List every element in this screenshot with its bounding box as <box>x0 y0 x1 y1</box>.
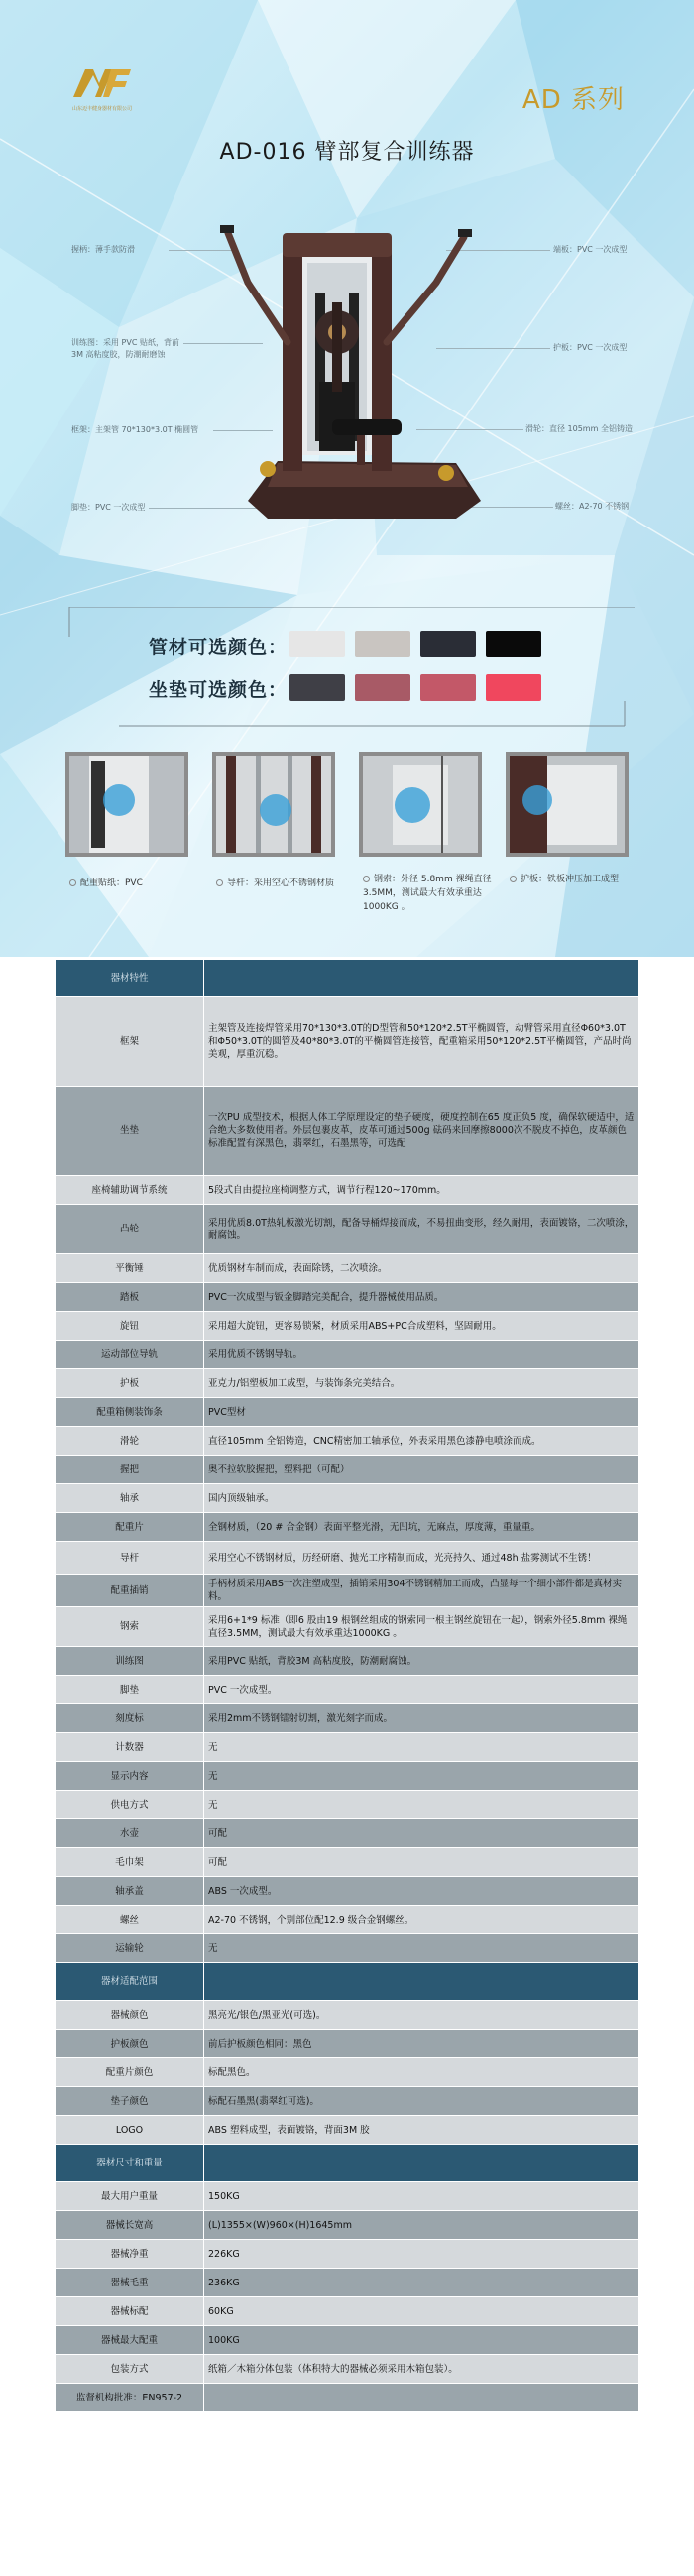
table-row <box>56 1513 639 1542</box>
table-row <box>56 1848 639 1877</box>
table-row <box>56 2326 639 2355</box>
section-title: 器材尺寸和重量 <box>56 2145 204 2182</box>
table-row <box>56 2116 639 2145</box>
thumb-caption-1: 配重贴纸：PVC <box>69 877 198 890</box>
table-row <box>56 1542 639 1575</box>
callout-foot-pad: 脚垫：PVC 一次成型 <box>71 503 146 512</box>
table-row <box>56 2030 639 2058</box>
spec-value: 采用PVC 贴纸，背胶3M 高粘度胶，防潮耐腐蚀。 <box>204 1647 639 1676</box>
pad-swatch-4[interactable] <box>486 674 541 701</box>
spec-value: 无 <box>204 1733 639 1762</box>
thumb-guard-plate <box>506 752 629 857</box>
spec-value: 采用优质8.0T热轧板激光切割，配备导桶焊接而成，不易扭曲变形，经久耐用，表面镀铬，二次喷涂，耐腐蚀。 <box>204 1205 639 1254</box>
spec-value: 采用6+1*9 标准（即6 股由19 根钢丝组成的钢索同一根主钢丝旋钮在一起），钢索外径5.8mm 裸绳直径3.5MM，测试最大有效承重达1000KG 。 <box>204 1607 639 1647</box>
spec-value: 前后护板颜色相同：黑色 <box>204 2030 639 2058</box>
spec-key: 坐垫 <box>56 1087 204 1176</box>
spec-value: 采用2mm不锈钢镭射切割，激光刻字而成。 <box>204 1704 639 1733</box>
spec-value: 国内顶级轴承。 <box>204 1484 639 1513</box>
spec-key: 器械毛重 <box>56 2269 204 2297</box>
table-row <box>56 2297 639 2326</box>
table-row <box>56 2384 639 2412</box>
table-row <box>56 1312 639 1341</box>
table-row <box>56 1427 639 1456</box>
pad-swatch-1[interactable] <box>289 674 345 701</box>
spec-key: 框架 <box>56 997 204 1087</box>
table-row <box>56 2355 639 2384</box>
tube-swatch-3[interactable] <box>420 631 476 657</box>
model-title: AD-016 臂部复合训练器 <box>219 140 475 165</box>
section-title: 器材特性 <box>56 960 204 997</box>
spec-value: 纸箱／木箱分体包装（体积特大的器械必须采用木箱包装）。 <box>204 2355 639 2384</box>
callout-guard: 护板：PVC 一次成型 <box>553 343 628 352</box>
spec-value: 优质钢材车制而成，表面除锈，二次喷涂。 <box>204 1254 639 1283</box>
spec-key: 踏板 <box>56 1283 204 1312</box>
table-row <box>56 1647 639 1676</box>
spec-key: 器械颜色 <box>56 2001 204 2030</box>
section-header <box>56 1963 639 2001</box>
spec-value: 奥不拉软胶握把，塑料把（可配） <box>204 1456 639 1484</box>
spec-key: 凸轮 <box>56 1205 204 1254</box>
callout-handle: 握柄：薄手款防滑 <box>71 245 135 254</box>
spec-value: 60KG <box>204 2297 639 2326</box>
spec-key: 轴承 <box>56 1484 204 1513</box>
table-row <box>56 1456 639 1484</box>
spec-value: PVC 一次成型。 <box>204 1676 639 1704</box>
spec-key: 水壶 <box>56 1819 204 1848</box>
spec-key: 护板 <box>56 1369 204 1398</box>
table-row <box>56 1762 639 1791</box>
spec-key: 平衡锤 <box>56 1254 204 1283</box>
thumb-caption-3: 钢索：外径 5.8mm 裸绳直径 3.5MM，测试最大有效承重达 1000KG 。 <box>363 875 492 912</box>
spec-key: 器械标配 <box>56 2297 204 2326</box>
callout-top-cover: 端板：PVC 一次成型 <box>553 245 628 254</box>
spec-value: ABS 塑料成型，表面镀铬，背面3M 胶 <box>204 2116 639 2145</box>
spec-key: 轴承盖 <box>56 1877 204 1906</box>
spec-value: (L)1355×(W)960×(H)1645mm <box>204 2211 639 2240</box>
table-row <box>56 1819 639 1848</box>
spec-value: 亚克力/铝塑板加工成型，与装饰条完美结合。 <box>204 1369 639 1398</box>
brand-logo <box>67 65 137 112</box>
table-row <box>56 1791 639 1819</box>
spec-key: 配重片颜色 <box>56 2058 204 2087</box>
callout-pulley: 滑轮：直径 105mm 全铝铸造 <box>525 424 633 433</box>
spec-key: 供电方式 <box>56 1791 204 1819</box>
pad-swatch-3[interactable] <box>420 674 476 701</box>
spec-value: PVC一次成型与钣金脚踏完美配合，提升器械使用品质。 <box>204 1283 639 1312</box>
spec-value: 黑亮光/银色/黑亚光(可选)。 <box>204 2001 639 2030</box>
section-title: 器材适配范围 <box>56 1963 204 2001</box>
table-row <box>56 2269 639 2297</box>
table-row <box>56 1283 639 1312</box>
spec-value: 手柄材质采用ABS一次注塑成型，插销采用304不锈钢精加工而成，凸显每一个细小部件都是真材实料。 <box>204 1575 639 1607</box>
spec-key: 座椅辅助调节系统 <box>56 1176 204 1205</box>
callout-training-pad: 训练图：采用 PVC 贴纸，背前 3M 高粘度胶，防潮耐磨蚀 <box>71 338 179 359</box>
spec-key: 钢索 <box>56 1607 204 1647</box>
pad-color-label: 坐垫可选颜色： <box>149 679 289 701</box>
spec-table <box>55 959 639 2412</box>
spec-value: 主架管及连接焊管采用70*130*3.0T的D型管和50*120*2.5T平椭圆管，动臂管采用直径Φ60*3.0T和Φ50*3.0T的圆管及40*80*3.0T的平椭圆管连接管，配重箱采用50*120*2.5T平椭圆管，产品时尚美观，厚重沉稳。 <box>204 997 639 1087</box>
spec-value: 标配石墨黑(翡翠红可选)。 <box>204 2087 639 2116</box>
section-spacer <box>204 1963 639 2001</box>
spec-value: 标配黑色。 <box>204 2058 639 2087</box>
thumb-caption-4: 护板：铁板冲压加工成型 <box>510 873 629 886</box>
table-row <box>56 2211 639 2240</box>
spec-key: 滑轮 <box>56 1427 204 1456</box>
mf-logo-icon <box>71 65 133 99</box>
pad-swatch-2[interactable] <box>355 674 410 701</box>
thumb-cable <box>359 752 482 857</box>
table-row <box>56 1733 639 1762</box>
spec-value: 226KG <box>204 2240 639 2269</box>
spec-value: ABS 一次成型。 <box>204 1877 639 1906</box>
spec-value: 全钢材质，（20 # 合金钢）表面平整光滑，无凹坑，无麻点，厚度薄，重量重。 <box>204 1513 639 1542</box>
table-row <box>56 1934 639 1963</box>
spec-value: PVC型材 <box>204 1398 639 1427</box>
thumb-guide-rod <box>212 752 335 857</box>
spec-key: 运动部位导轨 <box>56 1341 204 1369</box>
color-panel-bracket <box>0 607 694 765</box>
spec-key: 配重箱侧装饰条 <box>56 1398 204 1427</box>
spec-key: 护板颜色 <box>56 2030 204 2058</box>
thumb-caption-2: 导杆：采用空心不锈钢材质 <box>216 877 339 890</box>
spec-key: 器械最大配重 <box>56 2326 204 2355</box>
spec-value: 采用超大旋钮，更容易锁紧，材质采用ABS+PC合成塑料，坚固耐用。 <box>204 1312 639 1341</box>
spec-key: 旋钮 <box>56 1312 204 1341</box>
spec-key: 配重插销 <box>56 1575 204 1607</box>
table-row <box>56 1176 639 1205</box>
hero-section <box>0 0 694 957</box>
spec-value: 可配 <box>204 1819 639 1848</box>
spec-key: 握把 <box>56 1456 204 1484</box>
spec-key: 计数器 <box>56 1733 204 1762</box>
spec-value: 直径105mm 全铝铸造，CNC精密加工轴承位，外表采用黑色漆静电喷涂而成。 <box>204 1427 639 1456</box>
callout-bolt: 螺丝：A2-70 不锈钢 <box>555 502 630 511</box>
table-row <box>56 2058 639 2087</box>
logo-company-text: 山东迈丰健身器材有限公司 <box>71 106 132 112</box>
spec-key: LOGO <box>56 2116 204 2145</box>
tube-swatch-1[interactable] <box>289 631 345 657</box>
callout-frame: 框架：主架管 70*130*3.0T 椭圆管 <box>71 425 199 434</box>
tube-swatch-2[interactable] <box>355 631 410 657</box>
spec-key: 配重片 <box>56 1513 204 1542</box>
table-row <box>56 1254 639 1283</box>
section-spacer <box>204 2145 639 2182</box>
spec-value <box>204 2384 639 2412</box>
table-row <box>56 1676 639 1704</box>
table-row <box>56 997 639 1087</box>
spec-key: 导杆 <box>56 1542 204 1575</box>
table-row <box>56 1205 639 1254</box>
spec-value: A2-70 不锈钢，个别部位配12.9 级合金钢螺丝。 <box>204 1906 639 1934</box>
table-row <box>56 1369 639 1398</box>
spec-key: 毛巾架 <box>56 1848 204 1877</box>
table-row <box>56 1087 639 1176</box>
spec-value: 236KG <box>204 2269 639 2297</box>
spec-key: 垫子颜色 <box>56 2087 204 2116</box>
series-title: AD 系列 <box>521 85 625 115</box>
spec-value: 无 <box>204 1934 639 1963</box>
tube-swatch-4[interactable] <box>486 631 541 657</box>
table-row <box>56 1704 639 1733</box>
spec-table-container <box>55 959 639 2412</box>
table-row <box>56 1484 639 1513</box>
table-row <box>56 1607 639 1647</box>
thumb-weight-sticker <box>65 752 188 857</box>
spec-key: 脚垫 <box>56 1676 204 1704</box>
spec-key: 器械净重 <box>56 2240 204 2269</box>
spec-key: 监督机构批准：EN957-2 <box>56 2384 204 2412</box>
table-row <box>56 1341 639 1369</box>
spec-value: 采用空心不锈钢材质，历经研磨、抛光工序精制而成，光亮持久、通过48h 盐雾测试不生锈！ <box>204 1542 639 1575</box>
table-row <box>56 1906 639 1934</box>
table-row <box>56 1575 639 1607</box>
spec-key: 包装方式 <box>56 2355 204 2384</box>
machine-illustration <box>208 203 506 530</box>
spec-key: 最大用户重量 <box>56 2182 204 2211</box>
spec-value: 一次PU 成型技术，根据人体工学原理设定的垫子硬度，硬度控制在65 度正负5 度，确保软硬适中，适合绝大多数使用者。外层包裹皮革，皮革可通过500g 砝码来回摩擦8000次不脱皮不掉色，皮革颜色标准配置有深黑色，翡翠红，石墨黑等，可选配 <box>204 1087 639 1176</box>
section-header <box>56 960 639 997</box>
table-row <box>56 2240 639 2269</box>
section-header <box>56 2145 639 2182</box>
spec-value: 可配 <box>204 1848 639 1877</box>
spec-value: 采用优质不锈钢导轨。 <box>204 1341 639 1369</box>
table-row <box>56 2001 639 2030</box>
spec-key: 螺丝 <box>56 1906 204 1934</box>
spec-value: 150KG <box>204 2182 639 2211</box>
spec-key: 运输轮 <box>56 1934 204 1963</box>
table-row <box>56 2087 639 2116</box>
spec-key: 显示内容 <box>56 1762 204 1791</box>
spec-value: 无 <box>204 1791 639 1819</box>
spec-value: 5段式自由提拉座椅调整方式，调节行程120~170mm。 <box>204 1176 639 1205</box>
section-spacer <box>204 960 639 997</box>
table-row <box>56 1398 639 1427</box>
table-row <box>56 2182 639 2211</box>
spec-key: 器械长宽高 <box>56 2211 204 2240</box>
spec-key: 刻度标 <box>56 1704 204 1733</box>
tube-color-label: 管材可选颜色： <box>149 637 289 658</box>
spec-value: 100KG <box>204 2326 639 2355</box>
table-row <box>56 1877 639 1906</box>
spec-key: 训练图 <box>56 1647 204 1676</box>
spec-value: 无 <box>204 1762 639 1791</box>
